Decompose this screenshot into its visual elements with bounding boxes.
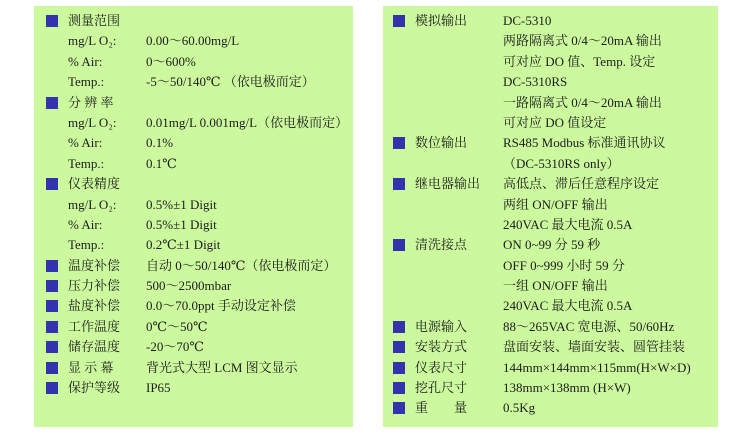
spec-label: 重 量	[415, 400, 468, 416]
spec-label: mg/L O₂:	[68, 33, 117, 49]
spec-value: 背光式大型 LCM 图文显示	[146, 359, 298, 375]
bullet-square-icon	[46, 362, 58, 374]
spec-label: 数位输出	[415, 135, 468, 151]
bullet-spacer	[393, 199, 405, 211]
spec-label: 模拟输出	[415, 13, 468, 28]
bullet-square-icon	[393, 341, 405, 353]
bullet-spacer	[46, 199, 58, 211]
spec-row	[46, 235, 353, 255]
bullet-square-icon	[393, 178, 405, 190]
spec-label: Temp.:	[68, 237, 105, 253]
bullet-square-icon	[46, 280, 58, 292]
bullet-square-icon	[393, 382, 405, 394]
spec-label: mg/L O₂:	[68, 114, 117, 130]
spec-value: OFF 0~999 小时 59 分	[503, 257, 625, 273]
spec-label: 清洗接点	[415, 237, 468, 253]
spec-value: 0.5%±1 Digit	[146, 196, 217, 212]
spec-value: 自动 0～50/140℃（依电极而定）	[146, 257, 337, 273]
spec-row	[393, 154, 718, 174]
spec-row	[393, 215, 718, 235]
spec-row	[46, 296, 353, 316]
spec-value: 0.5Kg	[503, 400, 536, 416]
spec-row	[393, 256, 718, 276]
spec-row	[393, 72, 718, 92]
spec-value: （DC-5310RS only）	[503, 155, 620, 171]
spec-value: 240VAC 最大电流 0.5A	[503, 216, 633, 232]
spec-row	[393, 133, 718, 153]
bullet-square-icon	[393, 15, 405, 27]
spec-label: 压力补偿	[68, 278, 121, 294]
spec-value: 两组 ON/OFF 输出	[503, 196, 608, 212]
spec-value: 0.1%	[146, 135, 174, 151]
spec-row	[393, 113, 718, 133]
spec-value: 高低点、滞后任意程序设定	[503, 176, 660, 192]
spec-row	[393, 276, 718, 296]
spec-value: 可对应 DO 值、Temp. 设定	[503, 53, 656, 69]
spec-row	[46, 154, 353, 174]
spec-label: 储存温度	[68, 339, 121, 355]
spec-value: 0.2℃±1 Digit	[146, 237, 221, 253]
bullet-spacer	[46, 56, 58, 68]
bullet-spacer	[46, 219, 58, 231]
spec-label: 盐度补偿	[68, 298, 121, 314]
spec-row	[46, 215, 353, 235]
bullet-spacer	[393, 158, 405, 170]
spec-label: Temp.:	[68, 155, 105, 171]
spec-row	[46, 337, 353, 357]
spec-label: 显 示 幕	[68, 359, 114, 375]
spec-label: % Air:	[68, 135, 103, 151]
bullet-spacer	[393, 260, 405, 272]
spec-row	[46, 358, 353, 378]
spec-value: DC-5310RS	[503, 74, 568, 90]
spec-row	[46, 93, 353, 113]
spec-row	[393, 378, 718, 398]
spec-row	[393, 358, 718, 378]
spec-label: 仪表尺寸	[415, 359, 468, 375]
spec-value: 盘面安装、墙面安装、圆管挂装	[503, 339, 686, 355]
bullet-square-icon	[393, 402, 405, 414]
spec-label: % Air:	[68, 53, 103, 69]
bullet-square-icon	[393, 321, 405, 333]
bullet-spacer	[46, 239, 58, 251]
spec-row	[46, 256, 353, 276]
spec-value: 500～2500mbar	[146, 278, 232, 294]
spec-label: 工作温度	[68, 318, 121, 334]
spec-label: 安装方式	[415, 339, 468, 355]
bullet-square-icon	[46, 382, 58, 394]
spec-label: 温度补偿	[68, 257, 121, 273]
bullet-spacer	[393, 56, 405, 68]
spec-row	[46, 72, 353, 92]
spec-label: 仪表精度	[68, 176, 121, 192]
bullet-square-icon	[46, 300, 58, 312]
bullet-square-icon	[46, 97, 58, 109]
spec-row	[46, 11, 353, 31]
spec-label: 保护等级	[68, 380, 121, 396]
spec-value: 88～265VAC 宽电源、50/60Hz	[503, 318, 675, 334]
spec-label: 分 辨 率	[68, 94, 114, 110]
bullet-spacer	[393, 117, 405, 129]
spec-row	[393, 235, 718, 255]
spec-row	[393, 31, 718, 51]
bullet-spacer	[393, 280, 405, 292]
spec-value: -20～70℃	[146, 339, 204, 355]
spec-value: 0～600%	[146, 53, 196, 69]
spec-value: RS485 Modbus 标准通讯协议	[503, 135, 666, 151]
spec-value: 一路隔离式 0/4～20mA 输出	[503, 94, 662, 110]
bullet-spacer	[393, 76, 405, 88]
bullet-square-icon	[46, 260, 58, 272]
spec-value: 240VAC 最大电流 0.5A	[503, 298, 633, 314]
spec-value: 0.00～60.00mg/L	[146, 33, 240, 49]
spec-value: 0.5%±1 Digit	[146, 216, 217, 232]
bullet-square-icon	[46, 321, 58, 333]
spec-row	[46, 195, 353, 215]
spec-row	[46, 113, 353, 133]
spec-row	[393, 398, 718, 418]
spec-value: 一组 ON/OFF 输出	[503, 278, 608, 294]
spec-label: mg/L O₂:	[68, 196, 117, 212]
spec-row	[46, 52, 353, 72]
bullet-spacer	[46, 76, 58, 88]
bullet-square-icon	[393, 362, 405, 374]
spec-value: -5～50/140℃ （依电极而定）	[146, 74, 315, 90]
spec-value: 0℃～50℃	[146, 318, 208, 334]
spec-value: 138mm×138mm (H×W)	[503, 380, 631, 396]
spec-panel-right	[383, 6, 718, 427]
bullet-square-icon	[393, 239, 405, 251]
bullet-square-icon	[46, 178, 58, 190]
spec-row	[46, 31, 353, 51]
spec-label: % Air:	[68, 216, 103, 232]
spec-label: 挖孔尺寸	[415, 380, 468, 396]
bullet-square-icon	[393, 137, 405, 149]
bullet-spacer	[393, 219, 405, 231]
spec-label: 继电器输出	[415, 176, 481, 192]
spec-value: 两路隔离式 0/4～20mA 输出	[503, 33, 662, 49]
spec-row	[46, 317, 353, 337]
spec-value: 可对应 DO 值设定	[503, 114, 607, 130]
spec-row	[393, 337, 718, 357]
spec-row	[393, 52, 718, 72]
bullet-square-icon	[46, 15, 58, 27]
spec-label: Temp.:	[68, 74, 105, 90]
spec-value: IP65	[146, 380, 171, 396]
spec-row	[46, 174, 353, 194]
spec-row	[393, 296, 718, 316]
spec-row	[393, 195, 718, 215]
bullet-spacer	[393, 300, 405, 312]
bullet-square-icon	[46, 341, 58, 353]
spec-panel-left	[34, 6, 353, 427]
spec-row	[393, 93, 718, 113]
spec-row	[393, 317, 718, 337]
bullet-spacer	[46, 117, 58, 129]
spec-value: 0.0～70.0ppt 手动设定补偿	[146, 298, 296, 314]
bullet-spacer	[393, 35, 405, 47]
bullet-spacer	[393, 97, 405, 109]
spec-value: 0.01mg/L 0.001mg/L（依电极而定）	[146, 114, 349, 130]
spec-label: 测量范围	[68, 13, 121, 28]
spec-label: 电源输入	[415, 318, 468, 334]
spec-value: 144mm×144mm×115mm(H×W×D)	[503, 359, 691, 375]
spec-value: 0.1℃	[146, 155, 177, 171]
spec-row	[46, 378, 353, 398]
spec-row	[393, 11, 718, 31]
bullet-spacer	[46, 35, 58, 47]
spec-row	[46, 276, 353, 296]
spec-row	[46, 133, 353, 153]
spec-row	[393, 174, 718, 194]
bullet-spacer	[46, 137, 58, 149]
spec-value: ON 0~99 分 59 秒	[503, 237, 601, 253]
bullet-spacer	[46, 158, 58, 170]
spec-value: DC-5310	[503, 13, 552, 28]
